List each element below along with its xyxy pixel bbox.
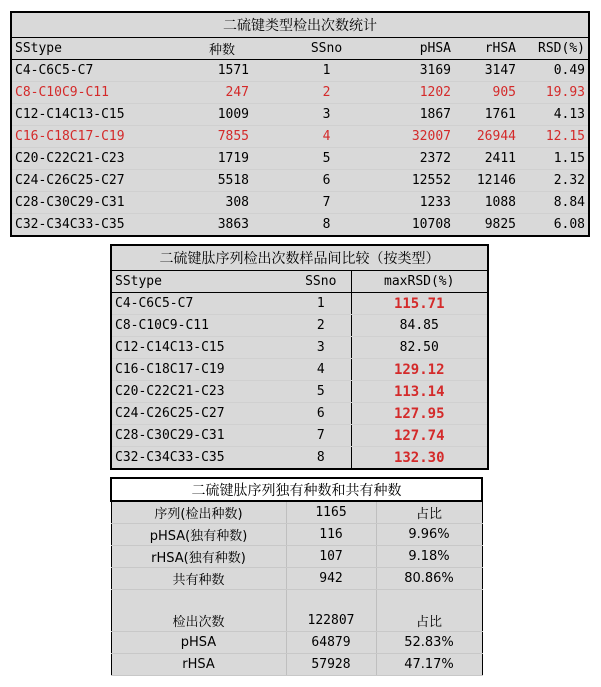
sstype-cell: C4-C6C5-C7 (111, 293, 291, 315)
table-row (111, 524, 482, 546)
label-cell: rHSA(独有种数) (111, 546, 286, 568)
value-cell: 1165 (286, 501, 376, 524)
label-cell: pHSA(独有种数) (111, 524, 286, 546)
sstype-cell: C20-C22C21-C23 (111, 381, 291, 403)
ss-sample-comparison-table (110, 244, 489, 470)
maxrsd-cell: 132.30 (351, 447, 488, 470)
maxrsd-cell: 115.71 (351, 293, 488, 315)
sstype-cell: C8-C10C9-C11 (111, 315, 291, 337)
table-row (111, 447, 488, 470)
ssno-cell: 1 (291, 293, 351, 315)
phsa-cell: 12552 (374, 170, 454, 192)
ratio-cell: 占比 (376, 610, 482, 632)
rhsa-cell: 12146 (454, 170, 519, 192)
ratio-cell: 52.83% (376, 632, 482, 654)
phsa-cell: 32007 (374, 126, 454, 148)
count-cell: 1719 (189, 148, 279, 170)
maxrsd-cell: 82.50 (351, 337, 488, 359)
ss-type-count-table (10, 11, 590, 237)
count-cell: 1009 (189, 104, 279, 126)
header-sstype: SStype (111, 271, 291, 293)
ssno-cell: 5 (279, 148, 374, 170)
rhsa-cell: 2411 (454, 148, 519, 170)
sstype-cell: C8-C10C9-C11 (11, 82, 189, 104)
ssno-cell: 6 (279, 170, 374, 192)
maxrsd-cell: 129.12 (351, 359, 488, 381)
table-row (111, 403, 488, 425)
maxrsd-cell: 113.14 (351, 381, 488, 403)
sstype-cell: C28-C30C29-C31 (111, 425, 291, 447)
count-cell: 308 (189, 192, 279, 214)
label-cell: 检出次数 (111, 610, 286, 632)
rsd-cell: 8.84 (519, 192, 589, 214)
ssno-cell: 3 (279, 104, 374, 126)
count-cell: 5518 (189, 170, 279, 192)
rsd-cell: 1.15 (519, 148, 589, 170)
ssno-cell: 1 (279, 60, 374, 82)
phsa-cell: 3169 (374, 60, 454, 82)
table-row (111, 654, 482, 676)
rhsa-cell: 905 (454, 82, 519, 104)
phsa-cell: 1867 (374, 104, 454, 126)
ssno-cell: 2 (279, 82, 374, 104)
table-row (111, 381, 488, 403)
rsd-cell: 4.13 (519, 104, 589, 126)
table-row (11, 82, 589, 104)
header-rhsa: rHSA (454, 38, 519, 60)
table-row (11, 214, 589, 237)
ssno-cell: 8 (279, 214, 374, 237)
ratio-cell: 9.96% (376, 524, 482, 546)
table-row (11, 148, 589, 170)
ssno-cell: 8 (291, 447, 351, 470)
header-phsa: pHSA (374, 38, 454, 60)
rhsa-cell: 26944 (454, 126, 519, 148)
table-row (111, 425, 488, 447)
rsd-cell: 2.32 (519, 170, 589, 192)
value-cell: 942 (286, 568, 376, 590)
maxrsd-cell: 127.95 (351, 403, 488, 425)
spacer-row (111, 590, 482, 611)
header-count: 种数 (189, 38, 279, 60)
value-cell (286, 590, 376, 611)
ssno-cell: 5 (291, 381, 351, 403)
ratio-cell (376, 590, 482, 611)
rhsa-cell: 1088 (454, 192, 519, 214)
table-row (111, 632, 482, 654)
ratio-cell: 80.86% (376, 568, 482, 590)
table-row (11, 192, 589, 214)
value-cell: 116 (286, 524, 376, 546)
header-rsd: RSD(%) (519, 38, 589, 60)
ssno-cell: 4 (279, 126, 374, 148)
ssno-cell: 4 (291, 359, 351, 381)
table-row (111, 568, 482, 590)
maxrsd-cell: 84.85 (351, 315, 488, 337)
rsd-cell: 6.08 (519, 214, 589, 237)
label-cell (111, 590, 286, 611)
table-row (111, 337, 488, 359)
phsa-cell: 10708 (374, 214, 454, 237)
table-row (11, 126, 589, 148)
phsa-cell: 2372 (374, 148, 454, 170)
header-maxrsd: maxRSD(%) (351, 271, 488, 293)
sstype-cell: C12-C14C13-C15 (11, 104, 189, 126)
label-cell: 共有种数 (111, 568, 286, 590)
value-cell: 64879 (286, 632, 376, 654)
table-row (111, 293, 488, 315)
sstype-cell: C12-C14C13-C15 (111, 337, 291, 359)
table-row (11, 60, 589, 82)
count-cell: 3863 (189, 214, 279, 237)
value-cell: 57928 (286, 654, 376, 676)
ssno-cell: 6 (291, 403, 351, 425)
sstype-cell: C24-C26C25-C27 (11, 170, 189, 192)
sstype-cell: C24-C26C25-C27 (111, 403, 291, 425)
value-cell: 107 (286, 546, 376, 568)
rsd-cell: 12.15 (519, 126, 589, 148)
table-row (111, 546, 482, 568)
sstype-cell: C16-C18C17-C19 (111, 359, 291, 381)
unique-shared-table (110, 477, 483, 676)
count-cell: 7855 (189, 126, 279, 148)
sstype-cell: C4-C6C5-C7 (11, 60, 189, 82)
ratio-cell: 47.17% (376, 654, 482, 676)
header-sstype: SStype (11, 38, 189, 60)
table-row (11, 104, 589, 126)
ssno-cell: 3 (291, 337, 351, 359)
ratio-cell: 占比 (376, 501, 482, 524)
header-ssno: SSno (291, 271, 351, 293)
rsd-cell: 0.49 (519, 60, 589, 82)
table2-title: 二硫键肽序列检出次数样品间比较（按类型） (111, 245, 488, 271)
phsa-cell: 1233 (374, 192, 454, 214)
sstype-cell: C16-C18C17-C19 (11, 126, 189, 148)
ssno-cell: 2 (291, 315, 351, 337)
rhsa-cell: 9825 (454, 214, 519, 237)
phsa-cell: 1202 (374, 82, 454, 104)
label-cell: pHSA (111, 632, 286, 654)
sstype-cell: C32-C34C33-C35 (111, 447, 291, 470)
sstype-cell: C20-C22C21-C23 (11, 148, 189, 170)
rhsa-cell: 1761 (454, 104, 519, 126)
table-row (11, 170, 589, 192)
maxrsd-cell: 127.74 (351, 425, 488, 447)
sstype-cell: C32-C34C33-C35 (11, 214, 189, 237)
ssno-cell: 7 (291, 425, 351, 447)
table-row (111, 501, 482, 524)
rsd-cell: 19.93 (519, 82, 589, 104)
header-ssno: SSno (279, 38, 374, 60)
label-cell: 序列(检出种数) (111, 501, 286, 524)
table1-header-row (11, 38, 589, 60)
count-cell: 247 (189, 82, 279, 104)
table-row (111, 315, 488, 337)
ssno-cell: 7 (279, 192, 374, 214)
value-cell: 122807 (286, 610, 376, 632)
table1-title: 二硫键类型检出次数统计 (11, 12, 589, 38)
table2-header-row (111, 271, 488, 293)
ratio-cell: 9.18% (376, 546, 482, 568)
rhsa-cell: 3147 (454, 60, 519, 82)
table-row (111, 359, 488, 381)
table-row (111, 610, 482, 632)
label-cell: rHSA (111, 654, 286, 676)
sstype-cell: C28-C30C29-C31 (11, 192, 189, 214)
count-cell: 1571 (189, 60, 279, 82)
table3-title: 二硫键肽序列独有种数和共有种数 (111, 478, 482, 501)
